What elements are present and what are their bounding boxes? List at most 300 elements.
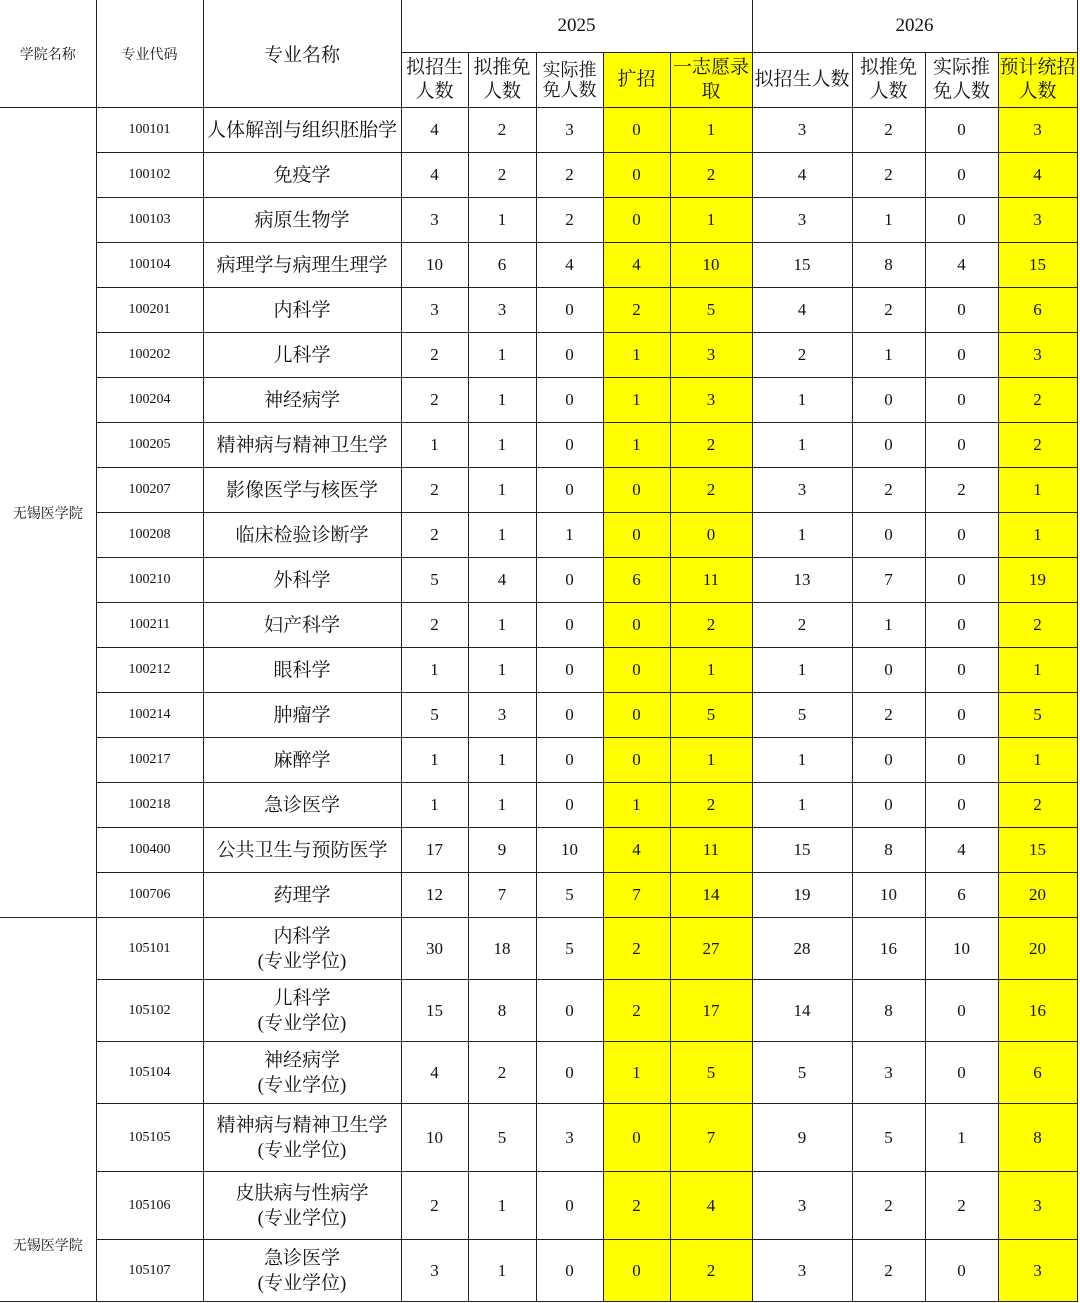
value-cell: 3 [752,468,852,513]
major-name: 药理学 [273,884,331,906]
major-name-cell [203,783,401,828]
value-cell: 3 [998,108,1077,153]
value-cell: 2 [468,1042,536,1104]
major-name: 人体解剖与组织胚胎学 [206,119,397,141]
value-cell: 3 [536,108,603,153]
value-cell: 11 [670,558,752,603]
major-header: 专业名称 [203,0,401,108]
value-cell: 11 [670,828,752,873]
major-name: 儿科学 [273,987,331,1009]
major-name-cell [203,1104,401,1172]
major-name: 影像医学与核医学 [225,479,378,501]
value-cell: 2 [603,288,670,333]
major-name-cell [203,693,401,738]
value-cell: 12 [401,873,468,918]
value-cell: 4 [670,1172,752,1240]
degree-type: (专业学位) [257,1012,347,1034]
value-cell: 0 [603,693,670,738]
major-name: 肿瘤学 [273,704,331,726]
value-cell: 1 [468,513,536,558]
value-cell: 2 [670,468,752,513]
table-row [0,198,1077,243]
value-cell: 18 [468,918,536,980]
major-name-cell [203,243,401,288]
table-row [0,1104,1077,1172]
major-name-cell [203,198,401,243]
major-name-cell [203,1240,401,1302]
value-cell: 0 [536,423,603,468]
value-cell: 0 [536,1172,603,1240]
value-cell: 2 [998,783,1077,828]
value-cell: 0 [536,693,603,738]
value-cell: 0 [603,108,670,153]
value-cell: 8 [852,243,925,288]
major-code-cell: 100400 [96,828,203,873]
value-cell: 16 [852,918,925,980]
table-row [0,243,1077,288]
value-cell: 27 [670,918,752,980]
value-cell: 2 [670,423,752,468]
major-code-cell: 100208 [96,513,203,558]
value-cell: 2 [603,918,670,980]
value-cell: 5 [670,1042,752,1104]
value-cell: 6 [468,243,536,288]
college-name-cell: 无锡医学院 [0,108,96,918]
major-name-cell [203,1172,401,1240]
major-code-cell: 105101 [96,918,203,980]
table-row [0,288,1077,333]
value-cell: 0 [925,693,998,738]
major-name: 皮肤病与性病学 [235,1182,369,1204]
value-cell: 3 [752,1172,852,1240]
value-cell: 3 [401,198,468,243]
value-cell: 2 [401,603,468,648]
value-cell: 4 [752,153,852,198]
value-cell: 10 [852,873,925,918]
major-name-cell [203,468,401,513]
college-name-cell: 无锡医学院 [0,918,96,1302]
value-cell: 0 [603,153,670,198]
value-cell: 0 [536,288,603,333]
value-cell: 3 [468,693,536,738]
table-row [0,108,1077,153]
table-row [0,378,1077,423]
code-header: 专业代码 [96,0,203,108]
table-row [0,873,1077,918]
value-cell: 5 [670,693,752,738]
value-cell: 2 [925,468,998,513]
value-cell: 1 [925,1104,998,1172]
major-code-cell: 105107 [96,1240,203,1302]
major-code-cell: 105102 [96,980,203,1042]
value-cell: 5 [670,288,752,333]
major-name: 内科学 [273,299,331,321]
major-name: 眼科学 [273,659,331,681]
year-2025-header: 2025 [401,0,752,53]
value-cell: 0 [536,1042,603,1104]
major-name-cell [203,288,401,333]
col-2026-recommended: 拟推免人数 [852,53,925,108]
value-cell: 1 [603,423,670,468]
table-row [0,153,1077,198]
major-name: 神经病学 [263,389,340,411]
value-cell: 0 [603,603,670,648]
value-cell: 2 [998,423,1077,468]
value-cell: 0 [925,423,998,468]
value-cell: 1 [468,423,536,468]
major-code-cell: 100214 [96,693,203,738]
value-cell: 19 [998,558,1077,603]
degree-type: (专业学位) [257,950,347,972]
value-cell: 10 [536,828,603,873]
value-cell: 2 [852,108,925,153]
value-cell: 1 [752,513,852,558]
major-name: 急诊医学 [263,794,340,816]
value-cell: 0 [536,468,603,513]
major-name-cell [203,918,401,980]
value-cell: 1 [468,468,536,513]
major-code-cell: 100210 [96,558,203,603]
value-cell: 2 [536,198,603,243]
table-row [0,1042,1077,1104]
table-row [0,828,1077,873]
value-cell: 15 [752,828,852,873]
value-cell: 4 [752,288,852,333]
major-code-cell: 100102 [96,153,203,198]
value-cell: 17 [401,828,468,873]
value-cell: 0 [536,558,603,603]
value-cell: 1 [670,108,752,153]
major-name: 病理学与病理生理学 [216,254,388,276]
value-cell: 1 [998,648,1077,693]
value-cell: 7 [670,1104,752,1172]
value-cell: 2 [401,468,468,513]
major-name-cell [203,378,401,423]
col-2025-first-choice: 一志愿录取 [670,53,752,108]
value-cell: 2 [670,783,752,828]
value-cell: 2 [998,378,1077,423]
value-cell: 0 [925,558,998,603]
value-cell: 3 [401,288,468,333]
value-cell: 4 [401,108,468,153]
value-cell: 3 [468,288,536,333]
value-cell: 2 [603,1172,670,1240]
value-cell: 8 [468,980,536,1042]
value-cell: 2 [670,1240,752,1302]
value-cell: 28 [752,918,852,980]
major-code-cell: 100103 [96,198,203,243]
value-cell: 2 [925,1172,998,1240]
value-cell: 8 [998,1104,1077,1172]
major-name: 精神病与精神卫生学 [216,1114,388,1136]
value-cell: 6 [925,873,998,918]
value-cell: 2 [401,1172,468,1240]
value-cell: 1 [401,783,468,828]
col-2025-actual-recommended: 实际推免人数 [536,53,603,108]
major-name: 急诊医学 [263,1247,340,1269]
value-cell: 0 [925,108,998,153]
value-cell: 5 [468,1104,536,1172]
major-code-cell: 105104 [96,1042,203,1104]
major-name-cell [203,333,401,378]
value-cell: 1 [752,783,852,828]
value-cell: 1 [998,468,1077,513]
major-name-cell [203,648,401,693]
value-cell: 7 [603,873,670,918]
value-cell: 0 [536,603,603,648]
major-code-cell: 100706 [96,873,203,918]
value-cell: 20 [998,873,1077,918]
value-cell: 3 [752,1240,852,1302]
value-cell: 1 [852,333,925,378]
value-cell: 2 [852,153,925,198]
value-cell: 0 [925,1042,998,1104]
value-cell: 1 [468,378,536,423]
value-cell: 7 [852,558,925,603]
degree-type: (专业学位) [257,1272,347,1294]
value-cell: 30 [401,918,468,980]
value-cell: 2 [670,153,752,198]
value-cell: 1 [603,333,670,378]
major-name-cell [203,980,401,1042]
value-cell: 3 [998,198,1077,243]
value-cell: 1 [468,738,536,783]
major-name: 神经病学 [263,1049,340,1071]
major-name-cell [203,513,401,558]
col-2026-actual-recommended: 实际推免人数 [925,53,998,108]
value-cell: 5 [401,558,468,603]
value-cell: 5 [536,918,603,980]
value-cell: 1 [401,738,468,783]
value-cell: 0 [925,738,998,783]
value-cell: 4 [536,243,603,288]
value-cell: 7 [468,873,536,918]
major-name: 免疫学 [273,164,331,186]
major-code-cell: 100202 [96,333,203,378]
value-cell: 15 [998,828,1077,873]
value-cell: 1 [468,603,536,648]
value-cell: 16 [998,980,1077,1042]
value-cell: 1 [752,648,852,693]
value-cell: 1 [468,783,536,828]
value-cell: 1 [752,378,852,423]
value-cell: 0 [925,980,998,1042]
value-cell: 4 [603,243,670,288]
value-cell: 0 [852,378,925,423]
major-code-cell: 100204 [96,378,203,423]
value-cell: 2 [468,108,536,153]
value-cell: 3 [998,1172,1077,1240]
value-cell: 0 [852,738,925,783]
value-cell: 0 [925,378,998,423]
value-cell: 2 [670,603,752,648]
major-code-cell: 100207 [96,468,203,513]
major-code-cell: 100104 [96,243,203,288]
value-cell: 6 [603,558,670,603]
major-name-cell [203,1042,401,1104]
value-cell: 10 [401,243,468,288]
value-cell: 3 [998,1240,1077,1302]
value-cell: 1 [752,423,852,468]
major-code-cell: 100201 [96,288,203,333]
value-cell: 3 [670,333,752,378]
major-code-cell: 100212 [96,648,203,693]
value-cell: 2 [401,333,468,378]
value-cell: 1 [468,333,536,378]
value-cell: 0 [536,648,603,693]
value-cell: 5 [752,693,852,738]
value-cell: 0 [925,288,998,333]
table-row [0,693,1077,738]
value-cell: 1 [468,1172,536,1240]
value-cell: 3 [401,1240,468,1302]
table-row [0,648,1077,693]
value-cell: 3 [752,198,852,243]
value-cell: 0 [603,648,670,693]
value-cell: 0 [925,603,998,648]
table-row [0,333,1077,378]
major-name: 内科学 [273,925,331,947]
value-cell: 15 [752,243,852,288]
value-cell: 1 [401,648,468,693]
major-code-cell: 100218 [96,783,203,828]
value-cell: 10 [670,243,752,288]
value-cell: 2 [752,603,852,648]
major-code-cell: 100217 [96,738,203,783]
value-cell: 0 [536,980,603,1042]
table-row [0,980,1077,1042]
major-name-cell [203,873,401,918]
major-name-cell [203,738,401,783]
value-cell: 4 [401,1042,468,1104]
value-cell: 0 [925,783,998,828]
value-cell: 0 [603,198,670,243]
major-name: 外科学 [273,569,331,591]
col-2026-planned: 拟招生人数 [752,53,852,108]
value-cell: 10 [925,918,998,980]
value-cell: 1 [468,198,536,243]
value-cell: 3 [998,333,1077,378]
value-cell: 0 [603,1240,670,1302]
value-cell: 5 [998,693,1077,738]
table-row [0,918,1077,980]
value-cell: 1 [998,513,1077,558]
major-name-cell [203,423,401,468]
value-cell: 2 [852,1172,925,1240]
value-cell: 0 [925,198,998,243]
value-cell: 2 [852,1240,925,1302]
value-cell: 0 [536,333,603,378]
value-cell: 1 [401,423,468,468]
major-code-cell: 100101 [96,108,203,153]
degree-type: (专业学位) [257,1074,347,1096]
value-cell: 0 [852,423,925,468]
table-row [0,1240,1077,1302]
table-row [0,513,1077,558]
value-cell: 17 [670,980,752,1042]
value-cell: 1 [536,513,603,558]
value-cell: 1 [752,738,852,783]
value-cell: 1 [670,648,752,693]
col-2025-expansion: 扩招 [603,53,670,108]
major-name-cell [203,558,401,603]
value-cell: 13 [752,558,852,603]
header-row-years [0,0,1077,53]
value-cell: 4 [925,828,998,873]
major-name: 儿科学 [273,344,331,366]
major-name: 妇产科学 [263,614,340,636]
major-name-cell [203,153,401,198]
college-header: 学院名称 [0,0,96,108]
value-cell: 1 [670,198,752,243]
value-cell: 0 [603,1104,670,1172]
major-name: 病原生物学 [254,209,350,231]
value-cell: 6 [998,1042,1077,1104]
value-cell: 0 [852,783,925,828]
major-name: 临床检验诊断学 [235,524,369,546]
major-code-cell: 105106 [96,1172,203,1240]
value-cell: 4 [925,243,998,288]
value-cell: 20 [998,918,1077,980]
value-cell: 14 [670,873,752,918]
value-cell: 5 [401,693,468,738]
value-cell: 1 [468,1240,536,1302]
value-cell: 0 [925,1240,998,1302]
value-cell: 0 [925,333,998,378]
table-row [0,738,1077,783]
value-cell: 0 [852,513,925,558]
col-2026-expected-unified: 预计统招人数 [998,53,1077,108]
value-cell: 4 [998,153,1077,198]
value-cell: 3 [670,378,752,423]
value-cell: 15 [401,980,468,1042]
col-2025-recommended: 拟推免人数 [468,53,536,108]
value-cell: 0 [925,648,998,693]
value-cell: 1 [852,603,925,648]
major-code-cell: 105105 [96,1104,203,1172]
value-cell: 0 [852,648,925,693]
table-row [0,423,1077,468]
value-cell: 1 [670,738,752,783]
value-cell: 2 [536,153,603,198]
value-cell: 1 [603,1042,670,1104]
value-cell: 0 [603,468,670,513]
major-name-cell [203,108,401,153]
table-row [0,558,1077,603]
major-name: 公共卫生与预防医学 [216,839,388,861]
major-code-cell: 100205 [96,423,203,468]
table-row [0,1172,1077,1240]
value-cell: 1 [468,648,536,693]
value-cell: 3 [536,1104,603,1172]
value-cell: 0 [925,513,998,558]
major-name-cell [203,828,401,873]
value-cell: 3 [752,108,852,153]
value-cell: 0 [536,378,603,423]
value-cell: 2 [852,693,925,738]
value-cell: 0 [670,513,752,558]
value-cell: 1 [852,198,925,243]
value-cell: 2 [998,603,1077,648]
value-cell: 2 [852,468,925,513]
table-row [0,603,1077,648]
value-cell: 5 [852,1104,925,1172]
value-cell: 2 [603,980,670,1042]
value-cell: 4 [401,153,468,198]
table-row [0,468,1077,513]
value-cell: 5 [752,1042,852,1104]
value-cell: 1 [603,783,670,828]
